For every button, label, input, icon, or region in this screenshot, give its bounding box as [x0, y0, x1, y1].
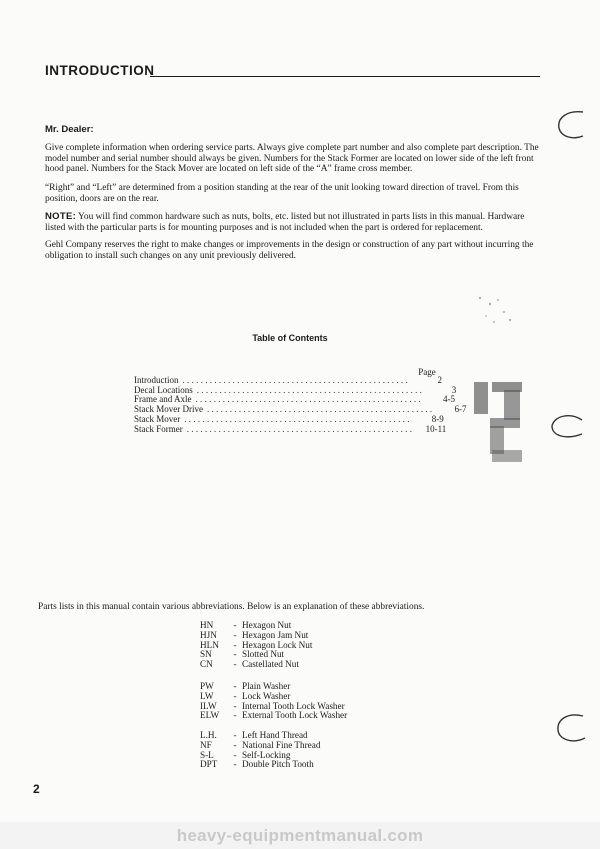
- abbreviation-dash: -: [233, 690, 237, 701]
- abbreviation-dash: -: [233, 730, 237, 740]
- abbreviation-dash: -: [233, 659, 237, 670]
- table-of-contents: [134, 375, 467, 434]
- abbreviation-dash: -: [233, 681, 237, 691]
- toc-entry-page: 3: [451, 384, 457, 395]
- abbreviation-code: NF: [200, 739, 212, 750]
- abbreviation-group-threads: [200, 731, 320, 770]
- abbreviation-group-washers: [200, 682, 347, 721]
- abbreviation-meaning: Hexagon Lock Nut: [242, 639, 313, 650]
- abbreviation-meaning: Hexagon Nut: [242, 620, 292, 630]
- toc-leader-dots: ..................................................: [196, 384, 425, 395]
- toc-leader-dots: ..................................................: [206, 404, 435, 415]
- toc-entry-label: Stack Former: [134, 423, 183, 434]
- abbreviations-intro: Parts lists in this manual contain various abbreviations. Below is an explanation of these abbreviations.: [38, 602, 425, 612]
- paper-speckle: [470, 290, 520, 330]
- abbreviation-dash: -: [233, 759, 237, 770]
- abbreviation-meaning: Double Pitch Tooth: [242, 759, 314, 770]
- abbreviation-dash: -: [233, 629, 237, 640]
- paragraph-reserves-right: Gehl Company reserves the right to make changes or improvements in the design or construction of any part without incurring the obligation to install such changes on any unit previously delivered.: [45, 240, 534, 261]
- abbreviation-meaning: External Tooth Lock Washer: [242, 710, 348, 721]
- toc-page-header: Page: [418, 367, 436, 377]
- abbreviation-code: S-L: [200, 749, 214, 760]
- toc-leader-dots: ..................................................: [195, 394, 423, 405]
- watermark-footer: heavy-equipmentmanual.com: [176, 826, 424, 845]
- abbreviation-row: [200, 760, 320, 770]
- toc-entry-label: Decal Locations: [134, 384, 193, 395]
- binder-hole-top: [553, 108, 589, 142]
- abbreviation-code: DPT: [200, 759, 218, 770]
- toc-entry-page: 4-5: [443, 394, 455, 405]
- toc-leader-dots: ..................................................: [184, 413, 412, 424]
- note-text: You will find common hardware such as nuts, bolts, etc. listed but not illustrated in parts lists in this manual. Hardware listed with the particular parts is for mounting purposes and is not included when the part is ordered for replacement.: [45, 212, 525, 233]
- abbreviation-code: LW: [200, 690, 214, 701]
- paragraph-ordering-info: Give complete information when ordering service parts. Always give complete part number and also complete part description. The model number and serial number should always be given. Numbers for the Stack Former are located on lower side of the left front hood panel. Numbers for the Stack Mover are located on left side of the “A” frame cross member.: [45, 143, 539, 174]
- abbreviation-meaning: Slotted Nut: [242, 649, 285, 660]
- abbreviation-meaning: Internal Tooth Lock Washer: [242, 700, 345, 711]
- toc-title: Table of Contents: [252, 333, 328, 343]
- abbreviation-dash: -: [233, 749, 237, 760]
- toc-entry-label: Stack Mover: [134, 413, 181, 424]
- toc-entry: [134, 423, 447, 435]
- abbreviation-group-nuts: [200, 621, 312, 670]
- page-number: 2: [33, 782, 40, 796]
- toc-leader-dots: ..................................................: [182, 375, 410, 385]
- abbreviation-meaning: National Fine Thread: [242, 739, 321, 750]
- binder-hole-bottom: [553, 710, 589, 746]
- abbreviation-code: L.H.: [200, 730, 217, 740]
- abbreviation-dash: -: [233, 639, 237, 650]
- toc-entry-label: Introduction: [134, 375, 179, 385]
- abbreviation-row: [200, 711, 347, 721]
- abbreviation-meaning: Self-Locking: [242, 749, 291, 760]
- salutation: Mr. Dealer:: [45, 124, 94, 135]
- abbreviation-dash: -: [233, 739, 237, 750]
- toc-leader-dots: ..................................................: [186, 423, 415, 434]
- abbreviation-meaning: Hexagon Jam Nut: [242, 629, 309, 640]
- abbreviation-code: SN: [200, 649, 212, 660]
- abbreviation-meaning: Castellated Nut: [242, 659, 299, 670]
- paragraph-right-left: “Right” and “Left” are determined from a position standing at the rear of the unit looking toward direction of travel. From this position, doors are on the rear.: [45, 183, 519, 204]
- paragraph-note: [45, 212, 545, 233]
- abbreviation-code: CN: [200, 659, 213, 670]
- abbreviation-dash: -: [233, 710, 237, 721]
- abbreviation-code: HN: [200, 620, 214, 630]
- toc-entry-page: 6-7: [454, 404, 467, 415]
- page-title: INTRODUCTION: [45, 63, 155, 78]
- abbreviation-code: HLN: [200, 639, 219, 650]
- abbreviation-code: ELW: [200, 710, 220, 721]
- abbreviation-code: ILW: [200, 700, 217, 711]
- abbreviation-row: [200, 660, 312, 670]
- abbreviation-dash: -: [233, 700, 237, 711]
- note-label: NOTE:: [45, 211, 77, 222]
- binder-hole-middle: [548, 410, 588, 444]
- abbreviation-dash: -: [233, 620, 237, 630]
- toc-entry-label: Stack Mover Drive: [134, 404, 203, 415]
- abbreviation-code: HJN: [200, 629, 217, 640]
- abbreviation-meaning: Lock Washer: [242, 690, 291, 701]
- toc-entry-page: 10-11: [425, 423, 447, 434]
- abbreviation-dash: -: [233, 649, 237, 660]
- abbreviation-meaning: Left Hand Thread: [242, 730, 308, 740]
- bleed-through-mark: [470, 380, 530, 470]
- toc-entry-page: 2: [437, 375, 442, 385]
- header-rule: [150, 76, 540, 77]
- abbreviation-meaning: Plain Washer: [242, 681, 291, 691]
- toc-entry-page: 8-9: [431, 413, 444, 424]
- abbreviation-code: PW: [200, 681, 214, 691]
- toc-entry-label: Frame and Axle: [134, 394, 192, 405]
